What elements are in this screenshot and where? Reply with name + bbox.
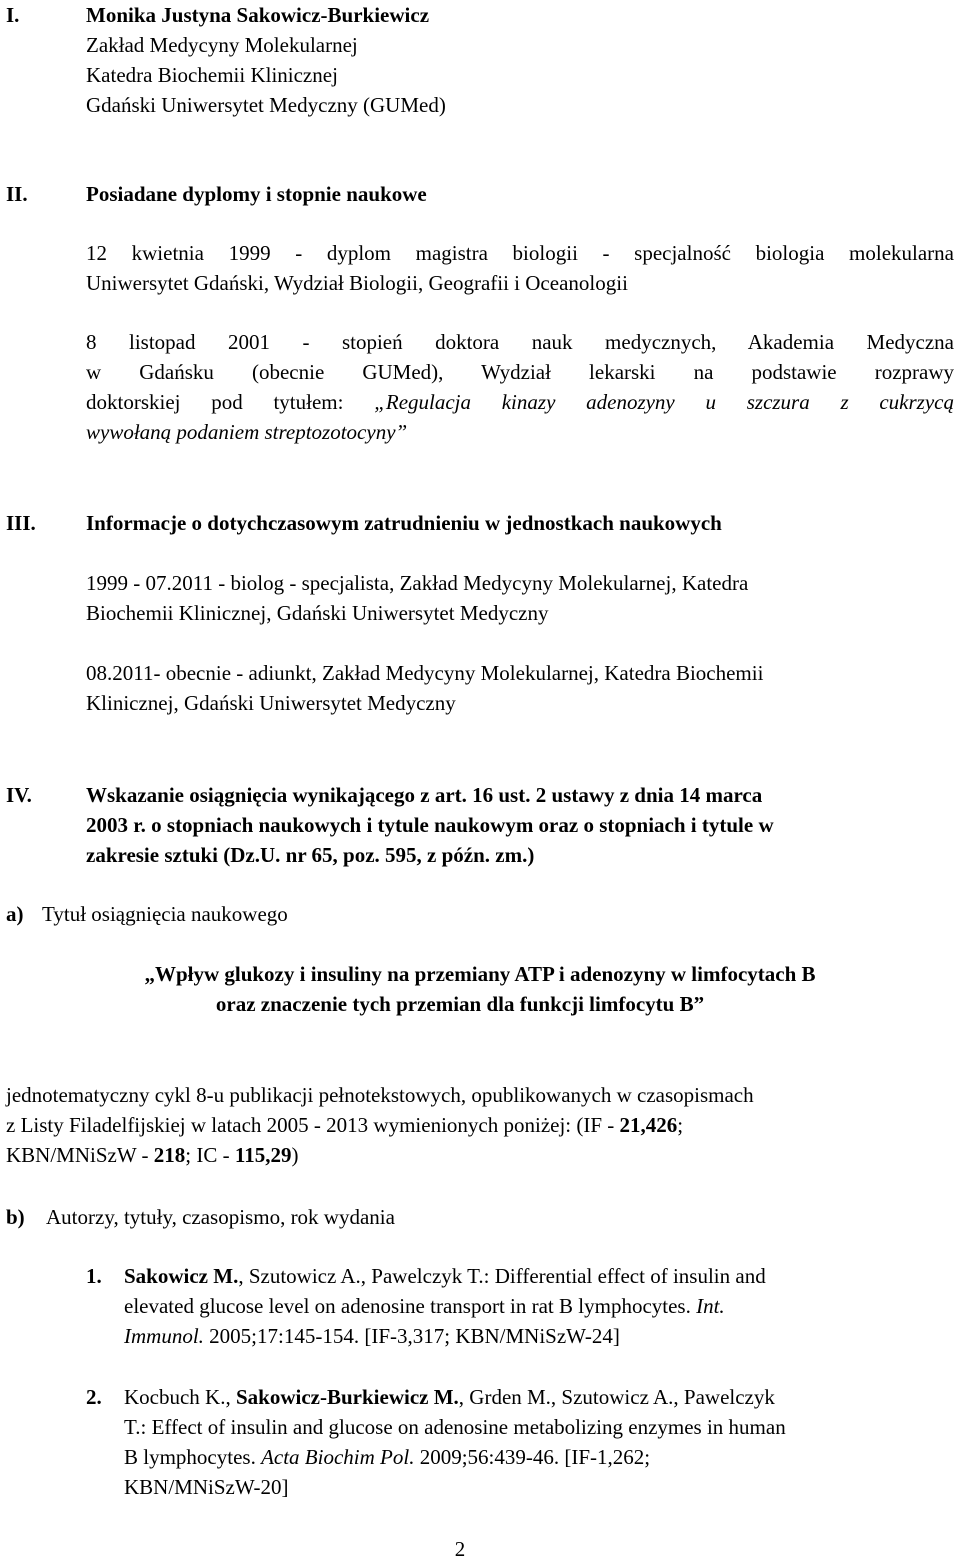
- affiliation-line: Zakład Medycyny Molekularnej: [86, 33, 358, 57]
- page-number: 2: [454, 1537, 466, 1561]
- publication-number: 1.: [86, 1264, 102, 1288]
- employment-line: Klinicznej, Gdański Uniwersytet Medyczny: [86, 691, 456, 715]
- affiliation-line: Katedra Biochemii Klinicznej: [86, 63, 338, 87]
- publication-line: KBN/MNiSzW-20]: [124, 1475, 289, 1499]
- author-name: Monika Justyna Sakowicz-Burkiewicz: [86, 3, 430, 27]
- publication-line: T.: Effect of insulin and glucose on adenosine metabolizing enzymes in human: [124, 1415, 786, 1439]
- ic-score-total: 115,29: [234, 1143, 292, 1167]
- item-label-b: b): [6, 1205, 25, 1229]
- degree-line: w Gdańsku (obecnie GUMed), Wydział lekarski na podstawie rozprawy: [86, 360, 954, 384]
- publication-line: elevated glucose level on adenosine transport in rat B lymphocytes. Int.: [124, 1294, 725, 1318]
- degree-line: [86, 387, 954, 417]
- affiliation-line: Gdański Uniwersytet Medyczny (GUMed): [86, 93, 446, 117]
- employment-line: 1999 - 07.2011 - biolog - specjalista, Zakład Medycyny Molekularnej, Katedra: [86, 571, 749, 595]
- work-title: oraz znaczenie tych przemian dla funkcji limfocytu B”: [215, 992, 705, 1016]
- cycle-description: jednotematyczny cykl 8-u publikacji pełnotekstowych, opublikowanych w czasopismach: [6, 1083, 754, 1107]
- section-number-1: I.: [6, 3, 20, 27]
- section-title-achievement: Wskazanie osiągnięcia wynikającego z art. 16 ust. 2 ustawy z dnia 14 marca: [86, 783, 763, 807]
- employment-line: Biochemii Klinicznej, Gdański Uniwersytet Medyczny: [86, 601, 549, 625]
- publication-number: 2.: [86, 1385, 102, 1409]
- section-title-achievement: zakresie sztuki (Dz.U. nr 65, poz. 595, z późn. zm.): [86, 843, 535, 867]
- degree-line: 8 listopad 2001 - stopień doktora nauk medycznych, Akademia Medyczna: [86, 330, 954, 354]
- journal-name: Int.: [696, 1294, 725, 1318]
- publication-author: Sakowicz M.: [124, 1264, 239, 1288]
- thesis-label: doktorskiej pod tytułem:: [86, 390, 375, 414]
- publication-line: Immunol. 2005;17:145-154. [IF-3,317; KBN/MNiSzW-24]: [124, 1324, 620, 1348]
- journal-name: Acta Biochim Pol.: [261, 1445, 415, 1469]
- publication-line: Kocbuch K., Sakowicz-Burkiewicz M., Grden M., Szutowicz A., Pawelczyk: [124, 1385, 775, 1409]
- work-title: „Wpływ glukozy i insuliny na przemiany ATP i adenozyny w limfocytach B: [144, 962, 816, 986]
- item-label-a: a): [6, 902, 24, 926]
- achievement-title-label: Tytuł osiągnięcia naukowego: [42, 902, 288, 926]
- section-title-achievement: 2003 r. o stopniach naukowych i tytule naukowym oraz o stopniach i tytule w: [86, 813, 774, 837]
- journal-name: Immunol.: [124, 1324, 204, 1348]
- section-title-degrees: Posiadane dyplomy i stopnie naukowe: [86, 182, 427, 206]
- impact-factor-total: 21,426: [619, 1113, 678, 1137]
- section-number-4: IV.: [6, 783, 32, 807]
- publication-author: Sakowicz-Burkiewicz M.: [235, 1385, 459, 1409]
- publication-line: B lymphocytes. Acta Biochim Pol. 2009;56:439-46. [IF-1,262;: [124, 1445, 651, 1469]
- kbn-score-total: 218: [153, 1143, 186, 1167]
- cycle-description: KBN/MNiSzW - 218; IC - 115,29): [6, 1143, 299, 1167]
- cycle-description: z Listy Filadelfijskiej w latach 2005 - 2013 wymienionych poniżej: (IF - 21,426;: [6, 1113, 684, 1137]
- section-number-3: III.: [6, 511, 36, 535]
- degree-line: Uniwersytet Gdański, Wydział Biologii, Geografii i Oceanologii: [86, 271, 628, 295]
- employment-line: 08.2011- obecnie - adiunkt, Zakład Medycyny Molekularnej, Katedra Biochemii: [86, 661, 764, 685]
- authors-heading: Autorzy, tytuły, czasopismo, rok wydania: [46, 1205, 395, 1229]
- section-title-employment: Informacje o dotychczasowym zatrudnieniu w jednostkach naukowych: [86, 511, 722, 535]
- section-number-2: II.: [6, 182, 28, 206]
- thesis-title: wywołaną podaniem streptozotocyny”: [86, 420, 408, 444]
- degree-line: 12 kwietnia 1999 - dyplom magistra biologii - specjalność biologia molekularna: [86, 241, 954, 265]
- publication-line: Sakowicz M., Szutowicz A., Pawelczyk T.: Differential effect of insulin and: [124, 1264, 766, 1288]
- thesis-title: „Regulacja kinazy adenozyny u szczura z cukrzycą: [374, 390, 954, 414]
